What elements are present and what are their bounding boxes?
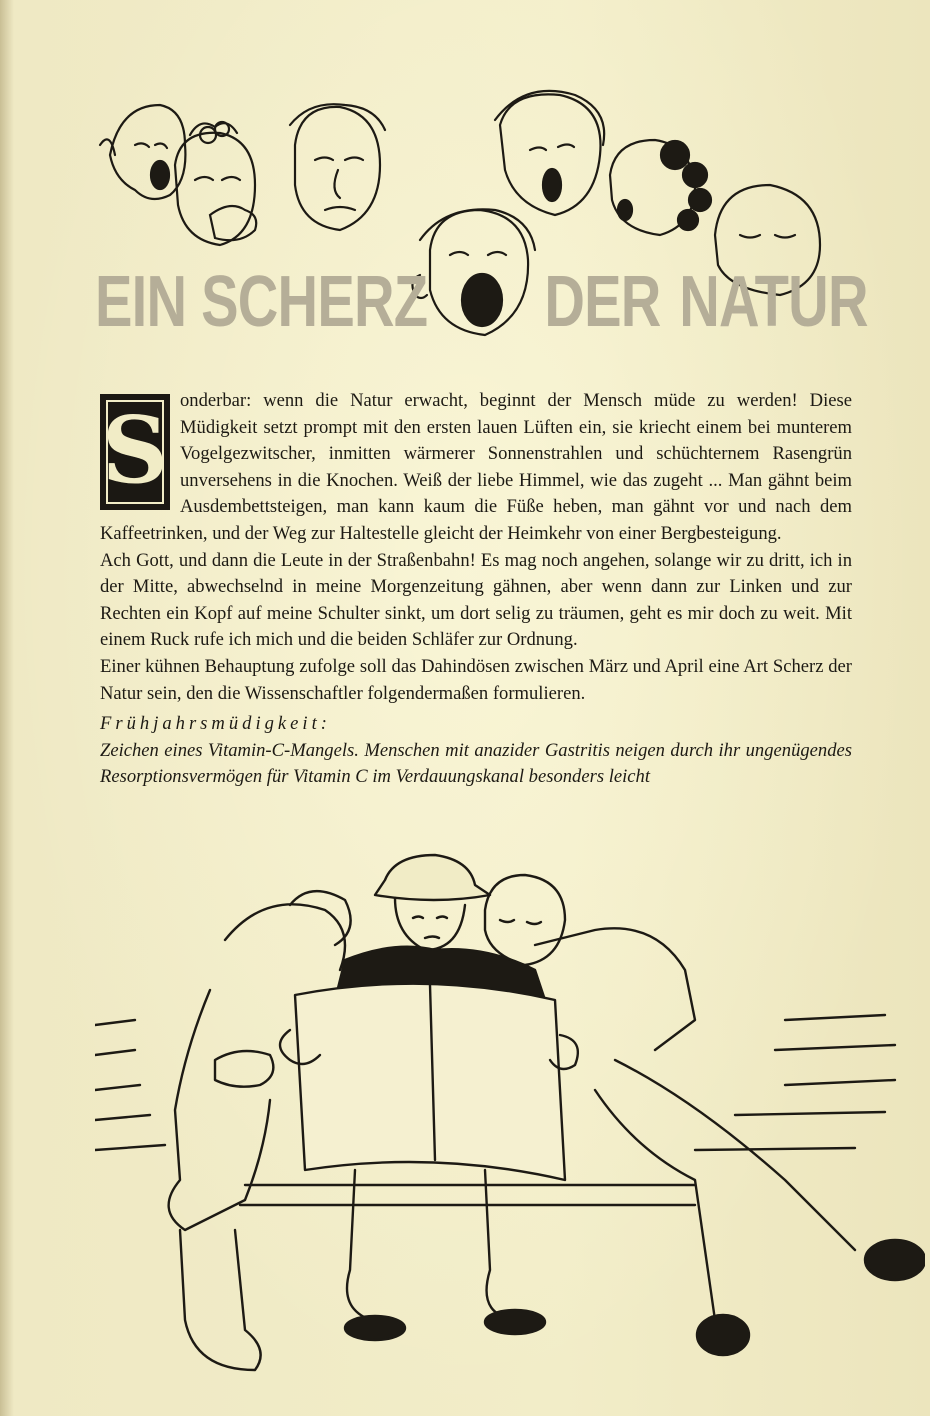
title-word-1: EIN SCHERZ xyxy=(95,262,428,342)
article-body xyxy=(100,388,852,791)
title-word-2: DER xyxy=(544,262,661,342)
title-word-3: NATUR xyxy=(679,262,868,342)
paragraph-2: Ach Gott, und dann die Leute in der Straßenbahn! Es mag noch angehen, solange wir zu dritt, ich in der Mitte, abwechselnd in meine Morgenzeitung gähnen, aber wenn dann zur Linken und zur Rechten ein Kopf auf meine Schulter sinkt, um dort selig zu träumen, geht es mir doch zu weit. Mit einem Ruck rufe ich mich und die beiden Schläfer zur Ordnung. xyxy=(100,549,852,651)
definition-text: Zeichen eines Vitamin-C-Mangels. Menschen mit anazider Gastritis neigen durch ihr ungenügendes Resorptionsvermögen für Vitamin C im Verdauungskanal besonders leicht xyxy=(100,739,852,788)
definition-term: Frühjahrsmüdigkeit: xyxy=(100,713,331,735)
paragraph-1: onderbar: wenn die Natur erwacht, beginnt der Mensch müde zu werden! Diese Müdigkeit setzt prompt mit den ersten lauen Lüften ein, sie kriecht einem bei munterem Vogelgezwitscher, inmitten wärmerer Sonnenstrahlen und schüchternem Rasengrün unversehens in die Knochen. Weiß der liebe Himmel, wie das zugeht ... Man gähnt beim Ausdembettsteigen, man kann kaum die Füße heben, man gähnt vor und nach dem Kaffeetrinken, und der Weg zur Haltestelle gleicht der Heimkehr von einer Bergbesteigung. xyxy=(100,390,852,544)
dropcap-letter: S xyxy=(101,396,169,504)
bench-newspaper-illustration xyxy=(95,850,925,1405)
paragraph-3: Einer kühnen Behauptung zufolge soll das Dahindösen zwischen März und April eine Art Scherz der Natur sein, den die Wissenschaftler folgendermaßen formulieren. xyxy=(100,655,852,704)
article-title xyxy=(95,262,868,342)
dropcap xyxy=(100,394,170,510)
